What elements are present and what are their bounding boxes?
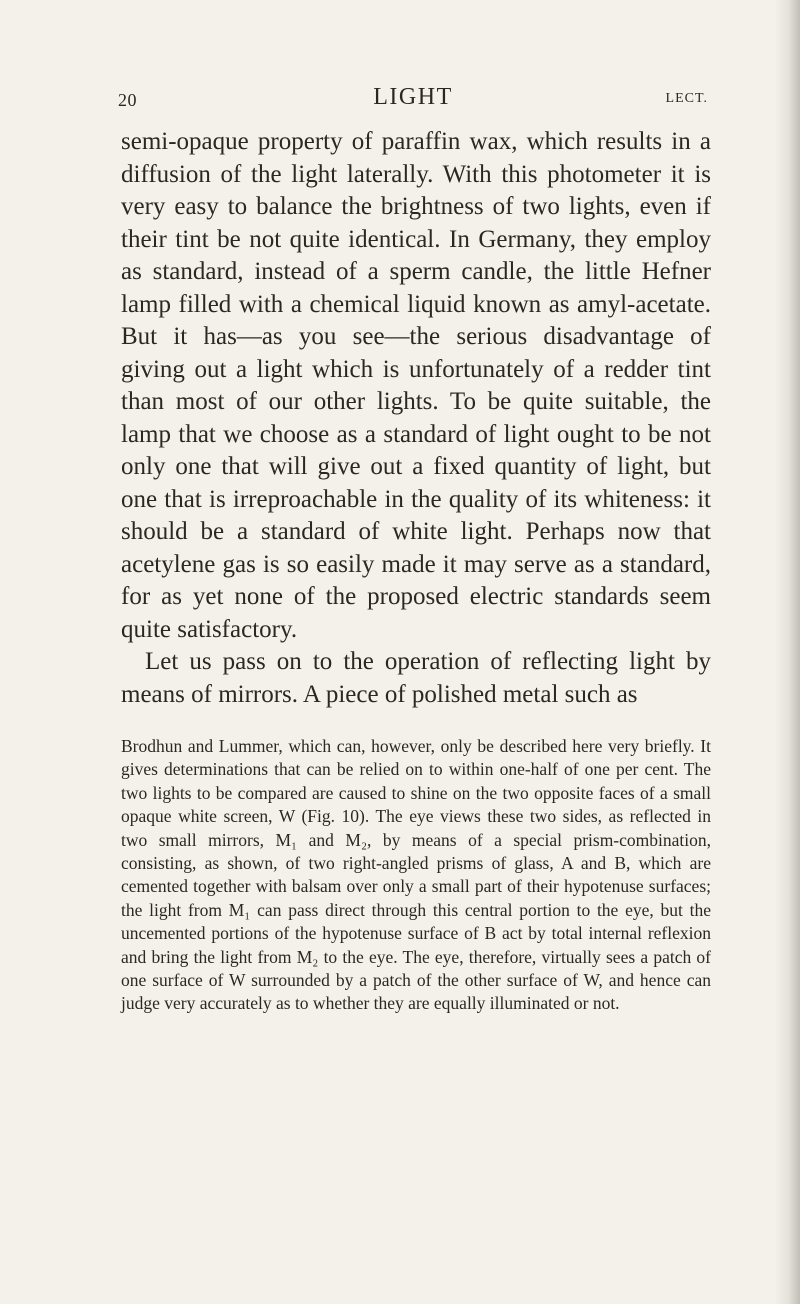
body-paragraph: Let us pass on to the operation of reflecting light by means of mirrors. A piece of polished metal such as bbox=[121, 648, 711, 708]
footnote-text: Brodhun and Lummer, which can, however, only be described here very briefly. It gives determinations that can be relied on to within one-half of one per cent. The two lights to be compared are caused to shine on the two opposite faces of a small opaque white screen, W (Fig. 10). The eye views these two sides, as reflected in two small mirrors, M₁ and M₂, by means of a special prism-combination, consisting, as shown, of two right-angled prisms of glass, A and B, which are cemented together with balsam over only a small part of their hypotenuse surfaces; the light from M₁ can pass direct through this central portion to the eye, but the uncemented portions of the hypotenuse surface of B act by total internal reflexion and bring the light from M₂ to the eye. The eye, therefore, virtually sees a patch of one surface of W surrounded by a patch of the other surface of W, and hence can judge very accurately as to whether they are equally illuminated or not. bbox=[121, 736, 711, 1014]
running-title: LIGHT bbox=[373, 84, 453, 110]
page-number: 20 bbox=[118, 90, 137, 110]
footnote bbox=[121, 735, 711, 1016]
body-text bbox=[121, 126, 711, 711]
section-label: LECT. bbox=[665, 91, 708, 106]
body-paragraph: semi-opaque property of paraffin wax, which results in a diffusion of the light laterally. With this photometer it is very easy to balance the brightness of two lights, even if their tint be not quite identical. In Germany, they employ as standard, instead of a sperm candle, the little Hefner lamp filled with a chemical liquid known as amyl-acetate. But it has—as you see—the serious disadvantage of giving out a light which is unfortunately of a redder tint than most of our other lights. To be quite suitable, the lamp that we choose as a standard of light ought to be not only one that will give out a fixed quantity of light, but one that is irreproachable in the quality of its whiteness: it should be a standard of white light. Perhaps now that acetylene gas is so easily made it may serve as a standard, for as yet none of the proposed electric standards seem quite satisfactory. bbox=[121, 128, 711, 643]
page-header bbox=[118, 86, 708, 120]
page-edge-shadow bbox=[774, 0, 800, 1304]
